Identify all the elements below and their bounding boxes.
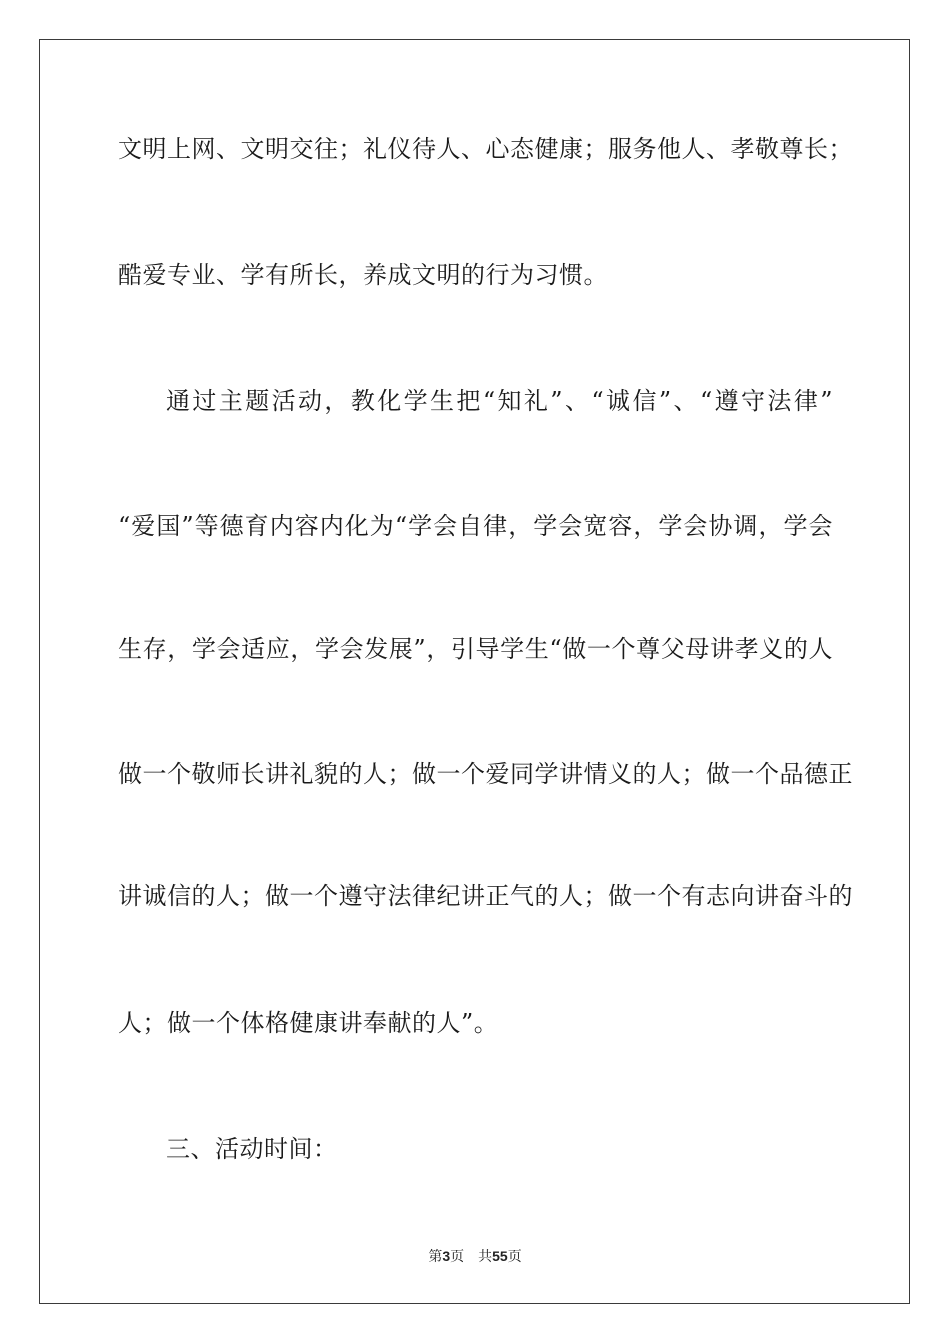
footer-page-prefix: 第 — [428, 1249, 443, 1265]
body-line-5: 生存，学会适应，学会发展”，引导学生“做一个尊父母讲孝义的人 — [118, 635, 833, 663]
body-line-4: “爱国”等德育内容内化为“学会自律，学会宽容，学会协调，学会 — [118, 512, 833, 540]
section-heading: 三、活动时间： — [166, 1135, 338, 1163]
body-line-1: 文明上网、文明交往；礼仪待人、心态健康；服务他人、孝敬尊长； — [118, 135, 853, 163]
page-frame — [39, 39, 910, 1304]
footer-total-suffix: 页 — [507, 1249, 522, 1265]
body-line-8: 人；做一个体格健康讲奉献的人”。 — [118, 1009, 499, 1037]
body-line-7: 讲诚信的人；做一个遵守法律纪讲正气的人；做一个有志向讲奋斗的 — [118, 882, 853, 910]
body-line-2: 酷爱专业、学有所长，养成文明的行为习惯。 — [118, 261, 608, 289]
footer-total-pages: 55 — [492, 1248, 508, 1264]
body-line-3: 通过主题活动，教化学生把“知礼”、“诚信”、“遵守法律” — [166, 387, 833, 415]
footer-page-suffix: 页 — [450, 1249, 465, 1265]
footer-total-prefix: 共 — [478, 1249, 493, 1265]
page-footer — [0, 1247, 950, 1266]
footer-page-number: 3 — [442, 1248, 451, 1264]
body-line-6: 做一个敬师长讲礼貌的人；做一个爱同学讲情义的人；做一个品德正 — [118, 760, 853, 788]
